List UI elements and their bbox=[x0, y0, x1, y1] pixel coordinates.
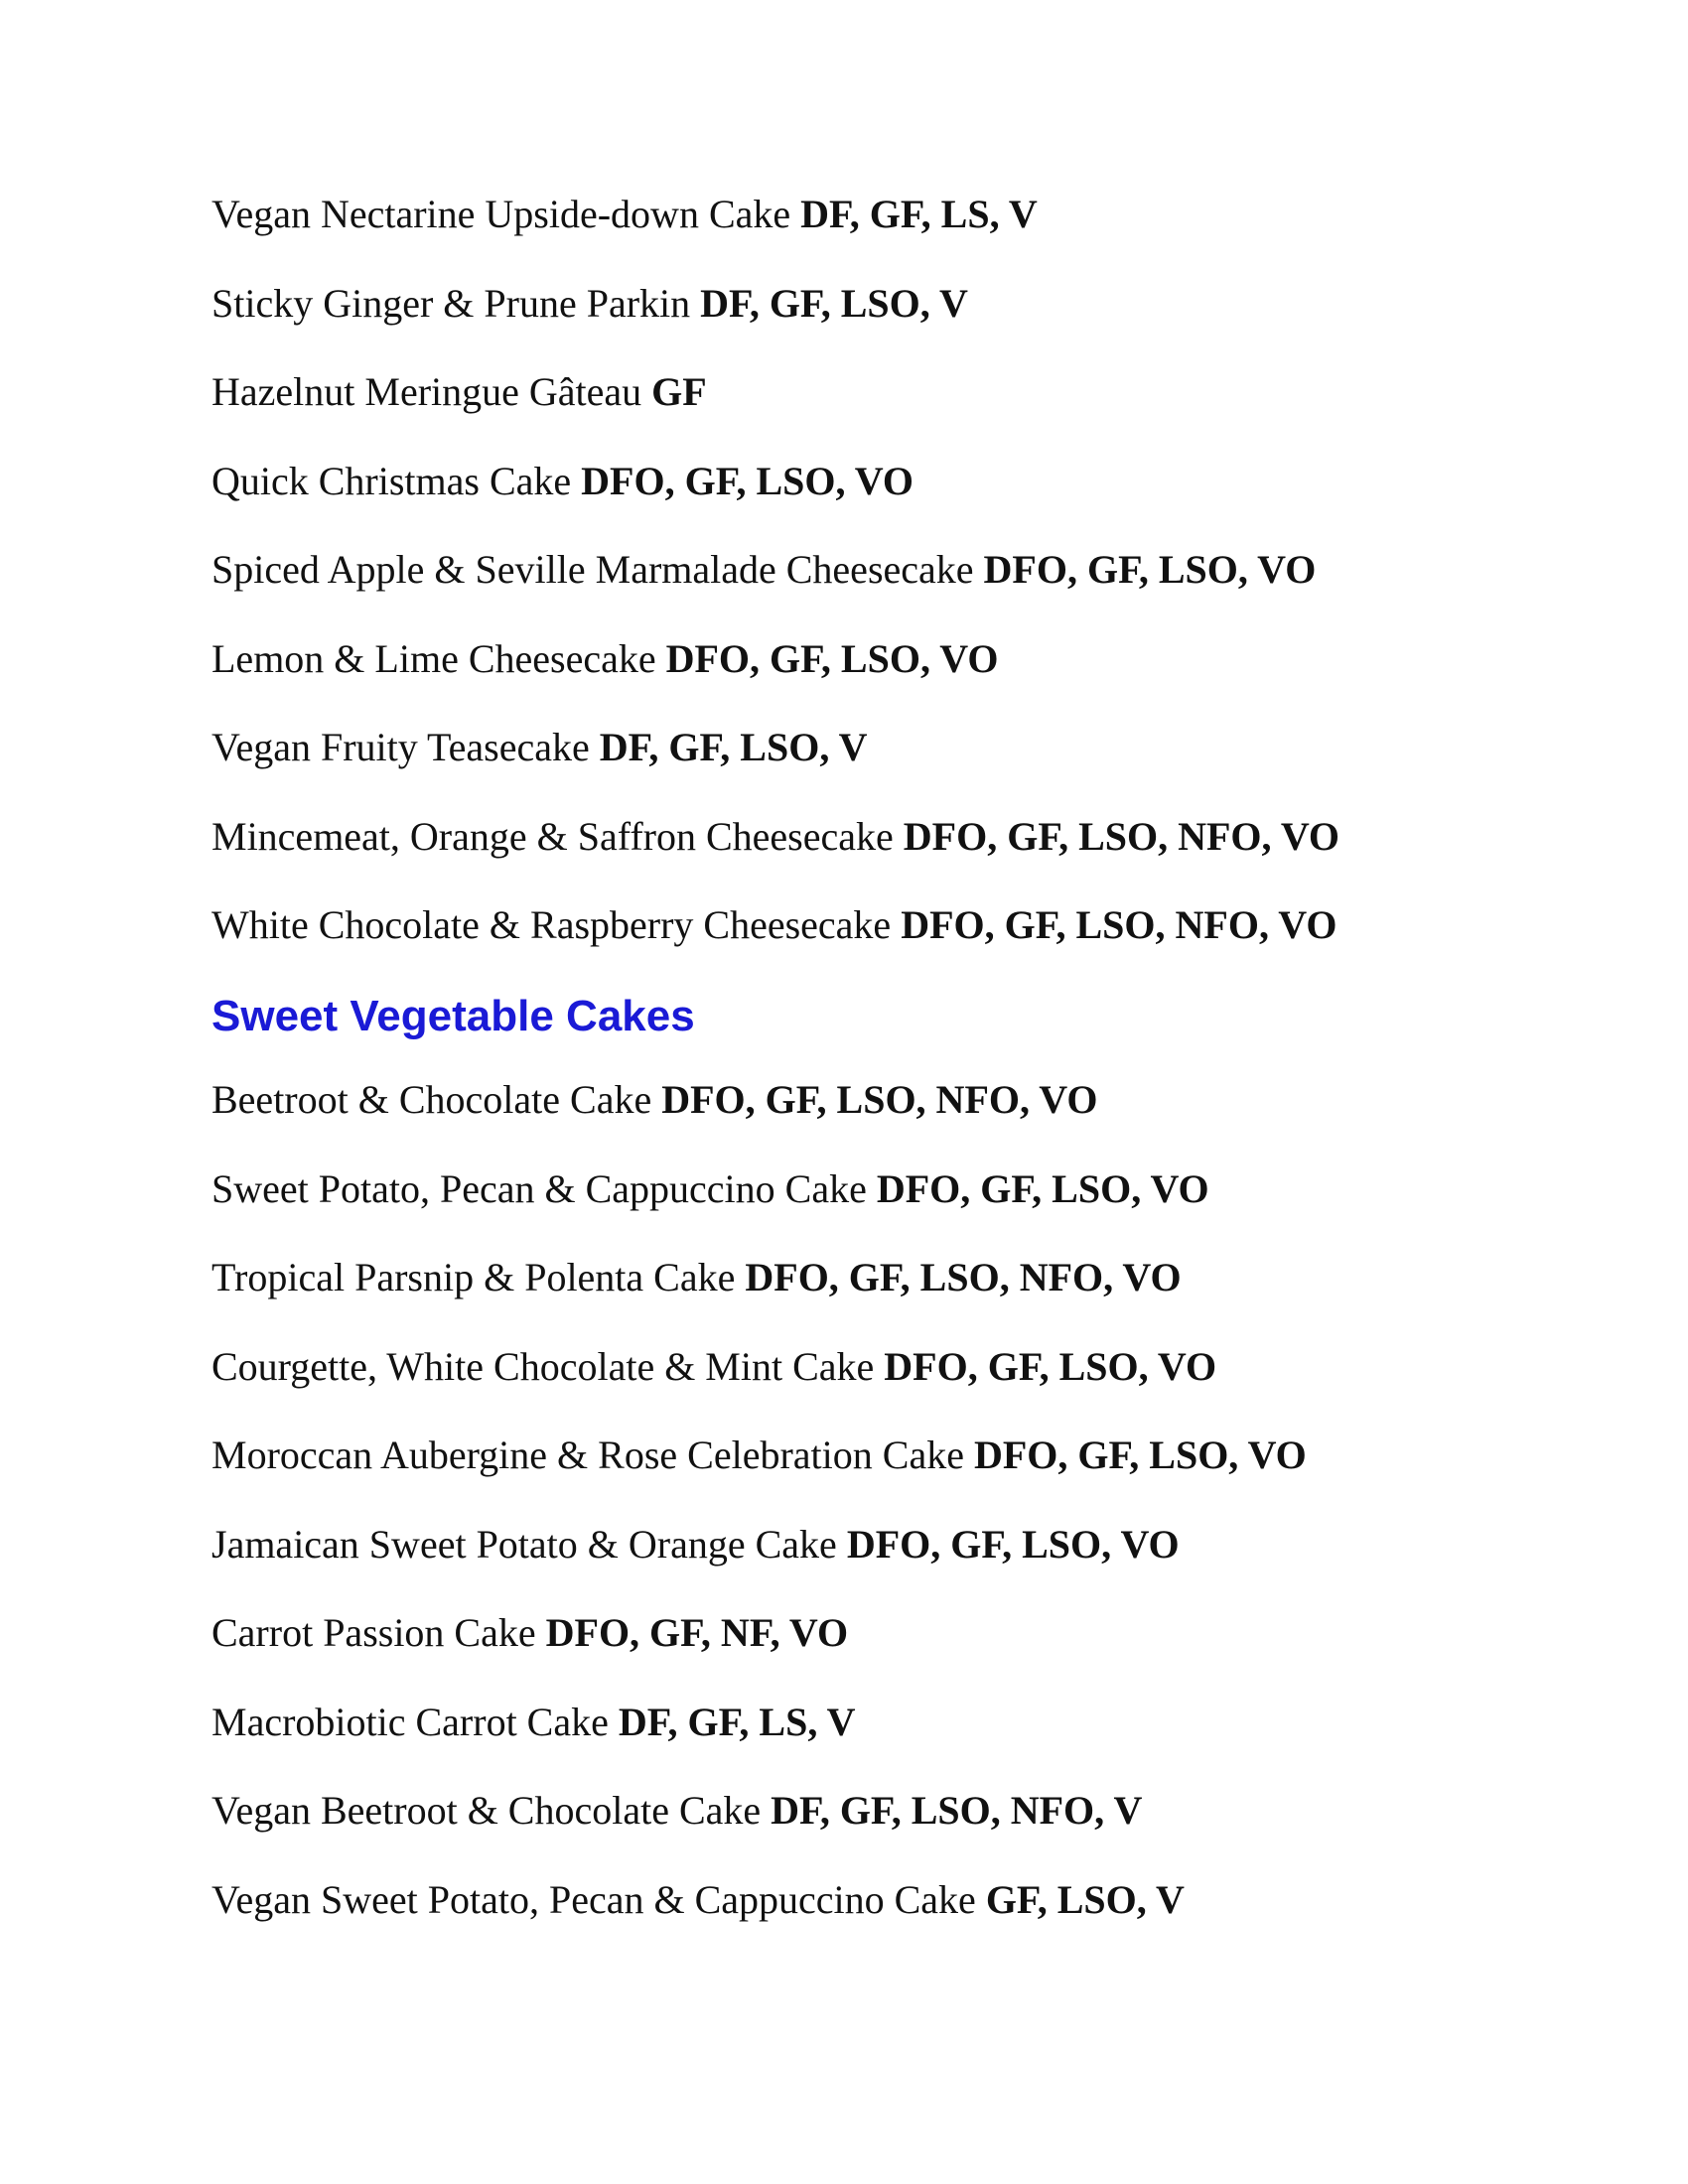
dietary-tags: DFO, GF, LSO, NFO, VO bbox=[901, 902, 1337, 947]
list-item bbox=[211, 1163, 1502, 1215]
dietary-tags: GF bbox=[651, 369, 707, 414]
list-item bbox=[211, 633, 1502, 685]
dietary-tags: DFO, GF, LSO, VO bbox=[884, 1343, 1217, 1389]
recipe-name: Vegan Sweet Potato, Pecan & Cappuccino Cake bbox=[211, 1876, 976, 1922]
recipe-name: Spiced Apple & Seville Marmalade Cheesecake bbox=[211, 547, 974, 592]
list-item bbox=[211, 1697, 1502, 1748]
dietary-tags: DFO, GF, LSO, VO bbox=[665, 635, 999, 681]
recipe-name: Jamaican Sweet Potato & Orange Cake bbox=[211, 1521, 837, 1567]
recipe-name: Carrot Passion Cake bbox=[211, 1610, 536, 1655]
dietary-tags: DF, GF, LSO, V bbox=[599, 725, 868, 769]
dietary-tags: DFO, GF, LSO, NFO, VO bbox=[745, 1255, 1182, 1299]
recipe-name: Moroccan Aubergine & Rose Celebration Cake bbox=[211, 1433, 964, 1477]
list-item bbox=[211, 278, 1502, 330]
recipe-name: White Chocolate & Raspberry Cheesecake bbox=[211, 902, 892, 947]
recipe-name: Sticky Ginger & Prune Parkin bbox=[211, 280, 691, 326]
list-item bbox=[211, 456, 1502, 507]
recipe-name: Hazelnut Meringue Gâteau bbox=[211, 369, 642, 414]
recipe-name: Mincemeat, Orange & Saffron Cheesecake bbox=[211, 813, 894, 859]
list-item bbox=[211, 811, 1502, 863]
dietary-tags: DFO, GF, LSO, NFO, VO bbox=[661, 1077, 1098, 1122]
recipe-name: Courgette, White Chocolate & Mint Cake bbox=[211, 1343, 875, 1389]
list-item bbox=[211, 1074, 1502, 1126]
recipe-name: Quick Christmas Cake bbox=[211, 458, 572, 503]
recipe-name: Vegan Fruity Teasecake bbox=[211, 725, 590, 769]
recipe-name: Tropical Parsnip & Polenta Cake bbox=[211, 1255, 736, 1299]
list-item bbox=[211, 544, 1502, 596]
dietary-tags: DFO, GF, LSO, VO bbox=[876, 1165, 1209, 1211]
dietary-tags: DFO, GF, LSO, NFO, VO bbox=[903, 813, 1340, 859]
list-item bbox=[211, 1341, 1502, 1393]
list-item bbox=[211, 1430, 1502, 1481]
dietary-tags: DFO, GF, LSO, VO bbox=[846, 1521, 1180, 1567]
dietary-tags: DFO, GF, LSO, VO bbox=[973, 1433, 1307, 1477]
list-item bbox=[211, 189, 1502, 240]
dietary-tags: DF, GF, LS, V bbox=[800, 192, 1038, 236]
list-item bbox=[211, 1785, 1502, 1837]
list-item bbox=[211, 722, 1502, 773]
dietary-tags: DF, GF, LSO, V bbox=[700, 280, 968, 326]
list-item bbox=[211, 366, 1502, 418]
recipe-name: Macrobiotic Carrot Cake bbox=[211, 1699, 609, 1744]
list-item bbox=[211, 1252, 1502, 1303]
dietary-tags: DFO, GF, LSO, VO bbox=[581, 458, 914, 503]
dietary-tags: DFO, GF, LSO, VO bbox=[983, 547, 1317, 592]
list-item bbox=[211, 1519, 1502, 1570]
recipe-name: Vegan Beetroot & Chocolate Cake bbox=[211, 1788, 762, 1833]
recipe-name: Vegan Nectarine Upside-down Cake bbox=[211, 192, 791, 236]
list-item bbox=[211, 1607, 1502, 1659]
dietary-tags: DF, GF, LSO, NFO, V bbox=[771, 1788, 1143, 1833]
recipe-name: Beetroot & Chocolate Cake bbox=[211, 1077, 652, 1122]
section-heading: Sweet Vegetable Cakes bbox=[211, 992, 695, 1040]
recipe-name: Lemon & Lime Cheesecake bbox=[211, 635, 656, 681]
recipe-list bbox=[211, 189, 1502, 1963]
recipe-name: Sweet Potato, Pecan & Cappuccino Cake bbox=[211, 1165, 867, 1211]
dietary-tags: GF, LSO, V bbox=[985, 1876, 1185, 1922]
list-item bbox=[211, 899, 1502, 951]
dietary-tags: DF, GF, LS, V bbox=[618, 1699, 856, 1744]
list-item bbox=[211, 1874, 1502, 1926]
dietary-tags: DFO, GF, NF, VO bbox=[545, 1610, 849, 1655]
